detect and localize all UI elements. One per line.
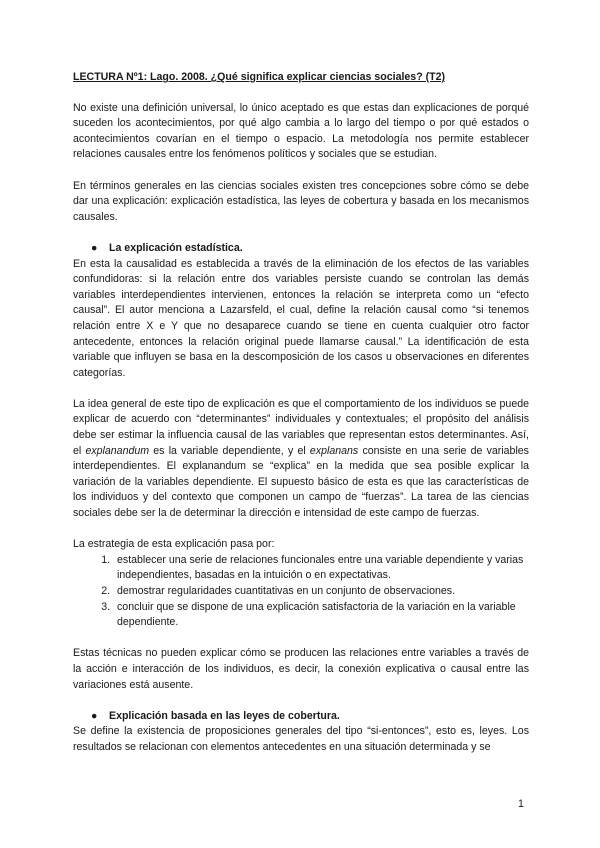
section-heading-text: La explicación estadística. [109,241,243,254]
bullet-icon: ● [91,241,98,254]
page-number: 1 [518,798,524,810]
paragraph-text: es la variable dependiente, y el [149,444,310,457]
paragraph-causalidad: En esta la causalidad es establecida a través de la eliminación de los efectos de las variables confundidoras: si la relación entre dos variables persiste cuando se controlan las demás variables interdependientes intervienen, entonces la relación se interpreta como un “efecto causal”. El autor menciona a Lazarsfeld, el cual, define la relación causal como “si tenemos relación entre X e Y que no desaparece cuando se tiene en cuenta cualquier otro factor antecedente, entonces la relación original puede llamarse causal.” La identificación de esta variable que influyen se basa en la descomposición de los casos u observaciones en diferentes categorías. [73,257,529,379]
section-heading-text: Explicación basada en las leyes de cobertura. [109,709,340,722]
paragraph-leyes: Se define la existencia de proposiciones generales del tipo “si-entonces”, esto es, leyes. Los resultados se relacionan con elementos antecedentes en una situación determinada y se [73,725,529,753]
section-heading-estadistica [73,241,529,257]
section-heading-leyes [73,709,529,725]
paragraph-estrategia: La estrategia de esta explicación pasa por: [73,538,275,551]
paragraph-text: La idea general de este tipo de explicación es que el comportamiento de los individuos se puede explicar de acuerdo con “determinantes” individuales y contextuales; el propósito del análisis debe ser estimar la influencia causal de las variables que representan estos determinantes. Así, el [73,397,529,457]
list-item: 2. demostrar regularidades cuantitativas en un conjunto de observaciones. [113,584,529,600]
list-item: 1. establecer una serie de relaciones funcionales entre una variable dependiente y varias independientes, basadas en la intuición o en expectativas. [113,553,529,584]
paragraph-tecnicas: Estas técnicas no pueden explicar cómo se producen las relaciones entre variables a través de la acción e interacción de los individuos, es decir, la conexión explicativa o causal entre las variaciones está ausente. [73,647,529,691]
list-item: 3. concluir que se dispone de una explicación satisfactoria de la variación en la variable dependiente. [113,600,529,631]
paragraph-concepciones: En términos generales en las ciencias sociales existen tres concepciones sobre cómo se debe dar una explicación: explicación estadística, las leyes de cobertura y basada en los mecanismos causales. [73,179,529,223]
bullet-icon: ● [91,709,98,722]
term-explanans: explanans [309,444,359,457]
term-explanandum: explanandum [85,444,150,457]
strategy-list [73,553,529,631]
document-title: LECTURA Nº1: Lago. 2008. ¿Qué significa explicar ciencias sociales? (T2) [73,71,446,83]
paragraph-idea-general [73,397,529,522]
document-body [73,70,529,756]
paragraph-text: consiste en una serie de variables interdependientes. El explanandum se “explica” en la medida que sea posible explicar la variación de la variables dependiente. El supuesto básico de esta es que las características de los individuos y del contexto que componen un campo de “fuerzas”. La tarea de las ciencias sociales debe ser la de determinar la dirección e intensidad de este campo de fuerzas. [73,444,529,520]
paragraph-intro: No existe una definición universal, lo único aceptado es que estas dan explicaciones de porqué suceden los acontecimientos, por qué algo cambia a lo largo del tiempo o por qué estados o acontecimientos covarían en el tiempo o espacio. La metodología nos permite establecer relaciones causales entre los fenómenos políticos y sociales que se estudian. [73,101,529,161]
